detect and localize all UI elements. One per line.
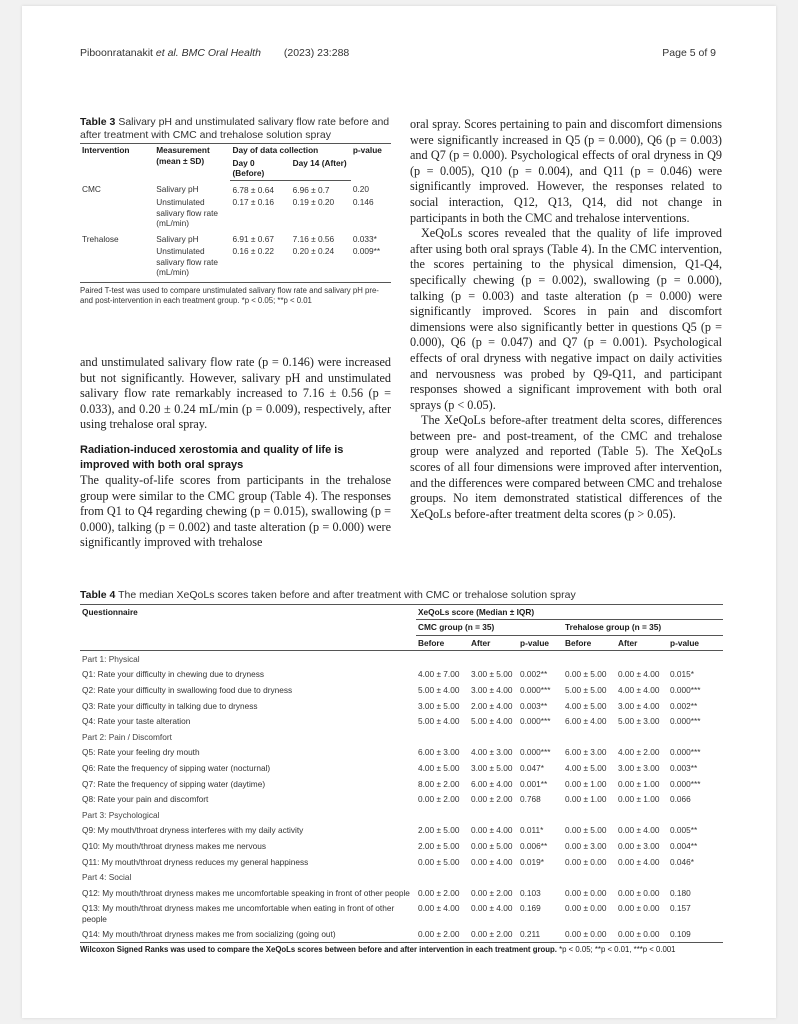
t4-cell-cmc-pvalue: 0.000*** [520, 747, 551, 758]
t3-cell-intervention [80, 245, 154, 279]
t4-cell-tre-pvalue: 0.000*** [670, 778, 701, 789]
t4-cell-tre-after: 3.00 ± 4.00 [618, 700, 660, 711]
t4-cell-question: Q8: Rate your pain and discomfort [82, 794, 209, 805]
t4-cell-tre-pvalue: 0.180 [670, 887, 691, 898]
t4-cell-tre-pvalue: 0.005** [670, 825, 698, 836]
t4-cell-question: Q2: Rate your difficulty in swallowing food due to dryness [82, 685, 293, 695]
t3-head-day0: Day 0 (Before) [230, 157, 290, 181]
t3-cell-intervention [80, 196, 154, 230]
t4-cell-cmc-after: 0.00 ± 4.00 [471, 856, 513, 867]
t4-cell-tre-after: 4.00 ± 2.00 [618, 747, 660, 758]
t3-cell-day0: 6.78 ± 0.64 [232, 184, 274, 195]
t4-cell-cmc-pvalue: 0.006** [520, 840, 548, 851]
table-row [80, 792, 723, 808]
t4-cell-cmc-after: 0.00 ± 4.00 [471, 825, 513, 836]
header-authors: Piboonratanakit [80, 47, 153, 59]
t4-cell-question: Q9: My mouth/throat dryness interferes with my daily activity [82, 825, 304, 836]
t4-cell-cmc-before: 3.00 ± 5.00 [418, 700, 460, 711]
t4-cell-cmc-pvalue: 0.047* [520, 762, 544, 773]
t4-cell-cmc-after: 0.00 ± 2.00 [469, 927, 518, 943]
t3-head-measurement: Measurement (mean ± SD) [156, 145, 210, 166]
t4-cell-cmc-pvalue: 0.211 [518, 927, 563, 943]
table-row [80, 885, 723, 901]
t4-cell-tre-before: 0.00 ± 0.00 [565, 856, 607, 867]
table-4-footnote-sig: *p < 0.05; **p < 0.01, ***p < 0.001 [559, 945, 676, 955]
t4-cell-question: Q3: Rate your difficulty in talking due to dryness [82, 700, 258, 711]
header-year-ref: (2023) 23:288 [283, 47, 350, 59]
table-4 [80, 589, 723, 954]
table-3-caption-text: Salivary pH and unstimulated salivary flow rate before and after treatment with CMC and trehalose solution spray [80, 116, 390, 141]
t4-cell-tre-pvalue: 0.157 [670, 903, 691, 914]
t4-cell-tre-after: 0.00 ± 0.00 [618, 903, 660, 914]
t4-cell-tre-before: 0.00 ± 0.00 [563, 927, 616, 943]
table-row [80, 854, 723, 870]
t4-cell-cmc-after: 3.00 ± 5.00 [471, 669, 513, 680]
t4-cell-tre-after: 4.00 ± 4.00 [618, 685, 660, 695]
table-row [80, 196, 391, 230]
table-3 [80, 116, 391, 307]
t4-cell-cmc-before: 0.00 ± 4.00 [418, 903, 460, 914]
table-row [80, 245, 391, 279]
table-section-row [80, 807, 723, 823]
t4-cell-question: Q11: My mouth/throat dryness reduces my general happiness [82, 856, 309, 867]
table-4-grid [80, 604, 723, 943]
table-4-footnote-text: Wilcoxon Signed Ranks was used to compare the XeQoLs scores between before and after intervention in each treatment group. [80, 945, 557, 955]
t4-cell-question: Q5: Rate your feeling dry mouth [82, 747, 200, 758]
article-page [22, 6, 776, 1018]
table-row [80, 901, 723, 927]
t4-cell-cmc-before: 0.00 ± 2.00 [418, 794, 460, 805]
t4-cell-question: Q6: Rate the frequency of sipping water (nocturnal) [82, 762, 271, 773]
t4-cell-tre-after: 0.00 ± 0.00 [618, 887, 660, 898]
t4-cell-cmc-before: 2.00 ± 5.00 [418, 840, 460, 851]
table-row [80, 760, 723, 776]
table-4-label: Table 4 [80, 589, 116, 601]
t4-cell-cmc-before: 4.00 ± 5.00 [418, 762, 460, 773]
t4-cell-cmc-after: 3.00 ± 5.00 [471, 762, 513, 773]
t3-cell-day0: 6.91 ± 0.67 [232, 233, 274, 244]
t3-cell-measurement: Unstimulated salivary flow rate (mL/min) [156, 246, 219, 277]
t4-part-label: Part 3: Psychological [82, 809, 160, 820]
t4-head-score: XeQoLs score (Median ± IQR) [416, 605, 723, 620]
t4-cell-cmc-after: 3.00 ± 4.00 [471, 685, 513, 695]
table-row [80, 682, 723, 698]
t4-head-tre-before: Before [563, 635, 616, 650]
table-4-caption-text: The median XeQoLs scores taken before and after treatment with CMC or trehalose solution spray [118, 589, 576, 601]
t4-cell-cmc-before: 0.00 ± 2.00 [416, 927, 469, 943]
t4-cell-tre-after: 0.00 ± 1.00 [618, 778, 660, 789]
t4-cell-tre-pvalue: 0.046* [670, 856, 694, 867]
t4-cell-tre-pvalue: 0.109 [668, 927, 723, 943]
t4-cell-tre-before: 0.00 ± 5.00 [565, 825, 607, 836]
t4-head-tre-after: After [616, 635, 668, 650]
t4-cell-cmc-before: 0.00 ± 5.00 [418, 856, 460, 867]
t4-cell-tre-pvalue: 0.015* [670, 669, 694, 680]
t4-cell-tre-pvalue: 0.066 [670, 794, 691, 805]
table-section-row [80, 870, 723, 886]
t3-cell-pvalue: 0.20 [352, 184, 369, 194]
t3-head-day14: Day 14 (After) [291, 157, 351, 181]
t4-cell-cmc-after: 0.00 ± 2.00 [471, 794, 513, 805]
table-section-row [80, 651, 723, 667]
t4-head-questionnaire: Questionnaire [80, 605, 416, 620]
t4-cell-question: Q10: My mouth/throat dryness makes me nervous [82, 840, 266, 851]
t3-cell-day14: 0.19 ± 0.20 [292, 197, 335, 207]
t4-cell-tre-before: 0.00 ± 3.00 [565, 840, 607, 851]
t4-cell-tre-pvalue: 0.000*** [670, 685, 701, 695]
t4-cell-cmc-after: 6.00 ± 4.00 [471, 778, 513, 789]
t4-cell-cmc-pvalue: 0.103 [520, 887, 541, 898]
t4-cell-tre-pvalue: 0.004** [670, 840, 698, 851]
t4-part-label: Part 2: Pain / Discomfort [82, 731, 172, 742]
t4-cell-question: Q7: Rate the frequency of sipping water (daytime) [82, 778, 266, 789]
table-row [80, 698, 723, 714]
t4-cell-tre-after: 0.00 ± 3.00 [618, 840, 660, 851]
t4-cell-tre-after: 0.00 ± 4.00 [618, 669, 660, 680]
t3-cell-day0: 0.16 ± 0.22 [232, 246, 274, 256]
t4-cell-tre-before: 0.00 ± 5.00 [565, 669, 607, 680]
t4-cell-tre-before: 4.00 ± 5.00 [565, 700, 607, 711]
t4-cell-cmc-before: 5.00 ± 4.00 [418, 716, 460, 727]
t3-cell-pvalue: 0.146 [352, 197, 374, 207]
table-section-row [80, 729, 723, 745]
table-row [80, 745, 723, 761]
t3-cell-pvalue: 0.033* [352, 233, 377, 244]
t4-cell-cmc-pvalue: 0.019* [520, 856, 544, 867]
t4-cell-question: Q1: Rate your difficulty in chewing due to dryness [82, 669, 265, 680]
t4-cell-cmc-after: 4.00 ± 3.00 [471, 747, 513, 758]
t4-cell-cmc-pvalue: 0.002** [520, 669, 548, 680]
t4-cell-question: Q14: My mouth/throat dryness makes me from socializing (going out) [80, 927, 416, 943]
table-row [80, 927, 723, 943]
t4-head-trehalose-group: Trehalose group (n = 35) [563, 620, 723, 635]
table-3-footnote: Paired T-test was used to compare unstimulated salivary flow rate and salivary pH pre- and post-intervention in each treatment group. *p < 0.05; **p < 0.01 [80, 282, 391, 307]
t4-cell-cmc-after: 0.00 ± 2.00 [471, 887, 513, 898]
table-4-caption [80, 589, 723, 602]
t4-cell-cmc-after: 5.00 ± 4.00 [471, 716, 513, 727]
table-3-label: Table 3 [80, 116, 116, 128]
t3-cell-day0: 0.17 ± 0.16 [232, 197, 274, 207]
t3-head-pvalue: p-value [352, 145, 382, 155]
t4-head-blank [80, 635, 416, 650]
page-number: Page 5 of 9 [662, 47, 716, 59]
t4-cell-question: Q4: Rate your taste alteration [82, 716, 191, 727]
t4-cell-tre-pvalue: 0.000*** [670, 716, 701, 727]
t3-cell-measurement: Salivary pH [156, 233, 199, 244]
t4-head-cmc-pvalue: p-value [518, 635, 563, 650]
left-paragraph-2: The quality-of-life scores from participants in the trehalose group were similar to the CMC group (Table 4). The responses from Q1 to Q4 regarding chewing (p = 0.015), swallowing (p = 0.000), talking (p = 0.002) and taste alteration (p = 0.000) were significantly improved with trehalose [80, 472, 391, 550]
table-row [80, 838, 723, 854]
t4-cell-cmc-before: 4.00 ± 7.00 [418, 669, 460, 680]
t4-cell-cmc-before: 2.00 ± 5.00 [418, 825, 460, 836]
t4-head-cmc-group: CMC group (n = 35) [416, 620, 563, 635]
t4-part-label: Part 4: Social [82, 872, 132, 883]
header-journal: BMC Oral Health [181, 47, 261, 59]
t4-cell-cmc-before: 6.00 ± 3.00 [418, 747, 460, 758]
t4-cell-tre-before: 0.00 ± 0.00 [565, 887, 607, 898]
t4-cell-cmc-after: 0.00 ± 4.00 [471, 903, 513, 914]
t4-cell-cmc-pvalue: 0.768 [520, 794, 541, 805]
table-row [80, 230, 391, 246]
t4-cell-cmc-pvalue: 0.000*** [520, 685, 551, 695]
t4-cell-cmc-after: 0.00 ± 5.00 [471, 840, 513, 851]
table-row [80, 776, 723, 792]
t3-cell-intervention: CMC [82, 184, 101, 194]
t4-head-cmc-before: Before [416, 635, 469, 650]
t4-cell-tre-after: 5.00 ± 3.00 [618, 716, 660, 727]
left-column [80, 355, 391, 551]
table-row [80, 180, 391, 196]
t4-head-blank [80, 620, 416, 635]
t4-cell-cmc-after: 2.00 ± 4.00 [471, 700, 513, 711]
t4-cell-tre-before: 6.00 ± 4.00 [565, 716, 607, 727]
t4-cell-question: Q13: My mouth/throat dryness makes me uncomfortable when eating in front of other people [82, 903, 395, 924]
right-paragraph-2: XeQoLs scores revealed that the quality of life improved after using both oral sprays (Table 4). In the CMC intervention, the scores pertaining to the physical dimension, Q1-Q4, specifically chewing (p = 0.002), swallowing (p = 0.000), talking (p = 0.003) and taste alteration (p = 0.000) were significantly improved. Scores in pain and discomfort dimensions were also significantly better in questions Q5 (p = 0.000), Q6 (p = 0.047) and Q7 (p = 0.001). Psychological effects of oral dryness with negative impact on daily activities and nervousness was probed by Q9-Q11, and participant responses showed a significant improvement with both oral sprays (p < 0.05). [410, 226, 722, 412]
table-row [80, 667, 723, 683]
t3-cell-measurement: Unstimulated salivary flow rate (mL/min) [156, 197, 219, 228]
t4-cell-question: Q12: My mouth/throat dryness makes me uncomfortable speaking in front of other people [82, 887, 410, 898]
table-row [80, 823, 723, 839]
t4-cell-tre-pvalue: 0.003** [670, 762, 698, 773]
t4-cell-tre-after: 3.00 ± 3.00 [618, 762, 660, 773]
t4-cell-tre-before: 0.00 ± 0.00 [565, 903, 607, 914]
t4-cell-tre-pvalue: 0.000*** [670, 747, 701, 758]
t4-cell-cmc-pvalue: 0.001** [520, 778, 548, 789]
t4-cell-tre-before: 0.00 ± 1.00 [565, 794, 607, 805]
right-paragraph-3: The XeQoLs before-after treatment delta scores, differences between pre- and post-treament, of the CMC and trehalose group were analyzed and reported (Table 5). The XeQoLs scores of all four dimensions were improved after intervention, and the differences were compared between CMC and trehalose groups. No item demonstrated statistical differences of the XeQoLs before-after treatment delta scores (p > 0.05). [410, 413, 722, 521]
section-heading: Radiation-induced xerostomia and quality of life is improved with both oral sprays [80, 443, 344, 471]
t4-cell-cmc-pvalue: 0.011* [520, 825, 544, 836]
t4-cell-cmc-before: 0.00 ± 2.00 [418, 887, 460, 898]
t4-cell-tre-after: 0.00 ± 1.00 [618, 794, 660, 805]
t4-cell-cmc-before: 5.00 ± 4.00 [418, 685, 460, 695]
left-paragraph-1: and unstimulated salivary flow rate (p = 0.146) were increased but not significantly. However, salivary pH and unstimulated salivary flow rate remarkably increased to 7.16 ± 0.56 (p = 0.033), and 0.20 ± 0.24 mL/min (p = 0.009), respectively, after using trehalose oral spray. [80, 355, 391, 432]
t4-cell-tre-pvalue: 0.002** [670, 700, 698, 711]
t3-head-day-of-collection: Day of data collection [232, 145, 319, 155]
right-paragraph-1: oral spray. Scores pertaining to pain and discomfort dimensions were significantly increased in Q5 (p = 0.000), Q6 (p = 0.003) and Q7 (p = 0.000). Psychological effects of oral dryness in Q9 (p = 0.005), Q10 (p = 0.004), and Q11 (p = 0.046) were significantly improved. However, the responses related to social interaction, Q12, Q13, Q14, did not change in participants in both the CMC and trehalose interventions. [410, 117, 722, 225]
t4-cell-cmc-pvalue: 0.000*** [520, 716, 551, 727]
t3-cell-pvalue: 0.009** [352, 246, 381, 256]
t4-cell-cmc-pvalue: 0.169 [520, 903, 541, 914]
table-row [80, 714, 723, 730]
t4-cell-cmc-before: 8.00 ± 2.00 [418, 778, 460, 789]
t3-head-intervention: Intervention [82, 145, 130, 155]
table-3-caption [80, 116, 391, 142]
t4-part-label: Part 1: Physical [82, 653, 140, 664]
t3-cell-intervention: Trehalose [82, 233, 119, 244]
t3-cell-day14: 0.20 ± 0.24 [292, 246, 335, 256]
t4-cell-tre-before: 5.00 ± 5.00 [565, 685, 607, 695]
t3-cell-measurement: Salivary pH [156, 184, 199, 194]
t3-cell-day14: 6.96 ± 0.7 [292, 184, 330, 195]
running-header [80, 47, 349, 59]
table-4-body [80, 651, 723, 943]
t4-cell-tre-before: 4.00 ± 5.00 [565, 762, 607, 773]
t4-cell-tre-after: 0.00 ± 0.00 [616, 927, 668, 943]
t4-cell-tre-before: 6.00 ± 3.00 [565, 747, 607, 758]
t3-cell-day14: 7.16 ± 0.56 [292, 233, 335, 244]
table-4-footnote [80, 945, 723, 954]
t4-head-cmc-after: After [469, 635, 518, 650]
right-column [410, 117, 722, 522]
header-etal: et al. [155, 47, 179, 59]
t4-head-tre-pvalue: p-value [668, 635, 723, 650]
t4-cell-tre-before: 0.00 ± 1.00 [565, 778, 607, 789]
t4-cell-tre-after: 0.00 ± 4.00 [618, 825, 660, 836]
t4-cell-tre-after: 0.00 ± 4.00 [618, 856, 660, 867]
t4-cell-cmc-pvalue: 0.003** [520, 700, 548, 711]
table-3-grid [80, 143, 391, 279]
